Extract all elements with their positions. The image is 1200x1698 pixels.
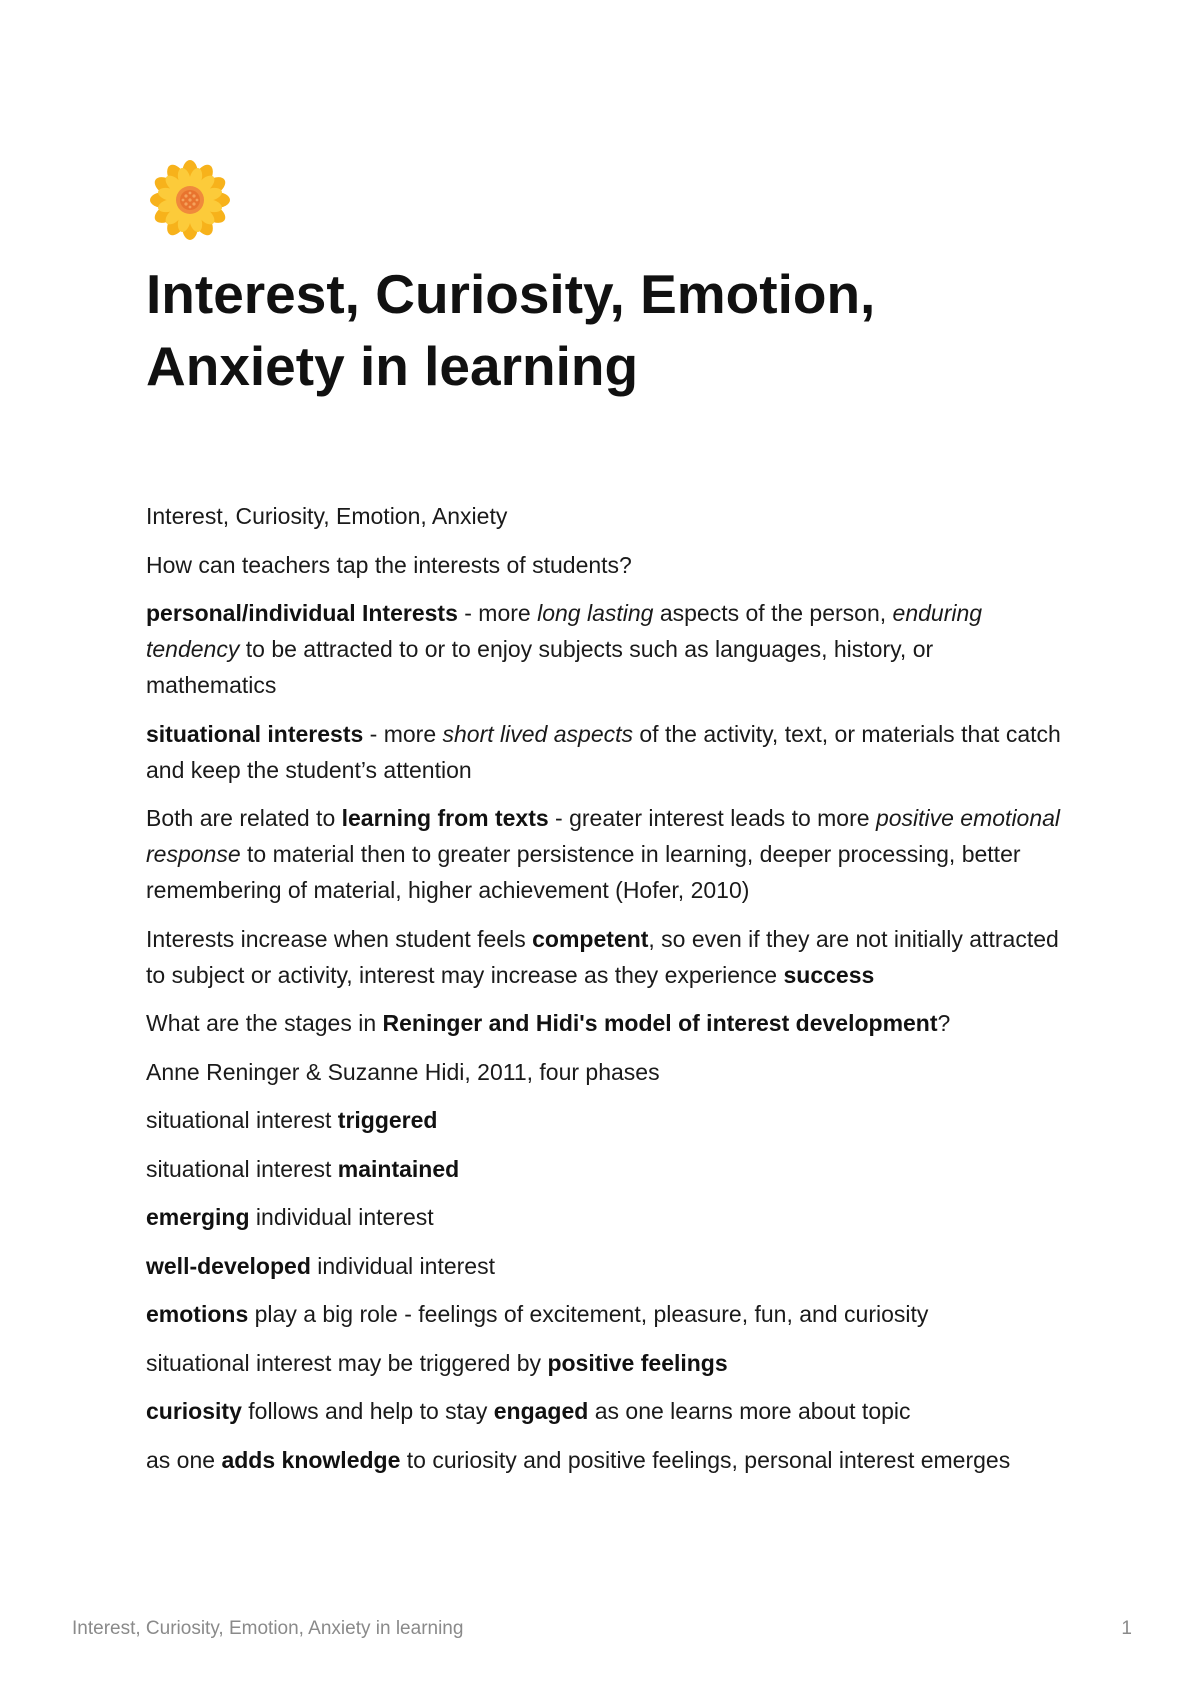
text-run: play a big role - feelings of excitement, pleasure, fun, and curiosity	[248, 1301, 929, 1327]
bold-text: well-developed	[146, 1252, 311, 1279]
text-run: ?	[937, 1010, 951, 1036]
bold-text: adds knowledge	[221, 1446, 401, 1473]
paragraph	[146, 547, 1066, 583]
italic-text: positive emotional response	[146, 805, 1061, 867]
paragraph	[146, 1151, 1066, 1187]
page-number: 1	[1121, 1618, 1132, 1639]
text-run: Anne Reninger & Suzanne Hidi, 2011, four phases	[146, 1058, 660, 1085]
bold-text: emotions	[146, 1301, 249, 1327]
paragraph	[146, 800, 1066, 908]
bold-text: positive feelings	[547, 1349, 728, 1376]
paragraph	[146, 1005, 1066, 1041]
text-run: - more	[363, 720, 443, 747]
text-run: to material then to greater persistence in learning, deeper processing, better remembering of material, higher achievement (Hofer, 2010)	[146, 841, 1021, 903]
text-run: What are the stages in	[146, 1010, 383, 1036]
text-run: follows and help to stay	[241, 1398, 494, 1424]
text-run: situational interest	[146, 1107, 338, 1133]
paragraph	[146, 1442, 1066, 1478]
bold-text: triggered	[337, 1107, 438, 1133]
text-run: to be attracted to or to enjoy subjects such as languages, history, or mathematics	[146, 636, 934, 698]
paragraph	[146, 1248, 1066, 1284]
document-body	[146, 498, 1066, 1490]
sunflower-icon	[148, 158, 232, 242]
bold-text: curiosity	[146, 1398, 242, 1424]
italic-text: long lasting	[537, 600, 654, 626]
bold-text: learning from texts	[341, 805, 549, 831]
bold-text: situational interests	[146, 720, 364, 747]
paragraph	[146, 921, 1066, 993]
text-run: individual interest	[249, 1204, 434, 1230]
paragraph	[146, 1393, 1066, 1429]
text-run: - greater interest leads to more	[548, 805, 876, 831]
paragraph	[146, 1345, 1066, 1381]
text-run: of the activity, text, or materials that catch and keep the student’s attention	[146, 720, 1061, 783]
text-run: to curiosity and positive feelings, personal interest emerges	[400, 1446, 1011, 1473]
text-run: How can teachers tap the interests of students?	[146, 551, 632, 578]
italic-text: short lived aspects	[442, 720, 633, 747]
bold-text: success	[783, 961, 875, 988]
text-run: Interests increase when student feels	[146, 925, 533, 952]
bold-text: Reninger and Hidi's model of interest development	[382, 1010, 938, 1036]
bold-text: personal/individual Interests	[146, 600, 458, 626]
text-run: aspects of the person,	[653, 600, 893, 626]
paragraph	[146, 498, 1066, 534]
paragraph	[146, 1199, 1066, 1235]
bold-text: engaged	[493, 1398, 589, 1424]
text-run: Interest, Curiosity, Emotion, Anxiety	[146, 503, 508, 529]
text-run: situational interest	[146, 1155, 338, 1182]
bold-text: competent	[532, 925, 649, 952]
text-run: as one learns more about topic	[588, 1398, 911, 1424]
text-run: - more	[457, 600, 538, 626]
italic-text: enduring tendency	[146, 600, 983, 662]
paragraph	[146, 716, 1066, 788]
footer-title: Interest, Curiosity, Emotion, Anxiety in learning	[72, 1618, 464, 1639]
text-run: Both are related to	[146, 805, 342, 831]
paragraph	[146, 1054, 1066, 1090]
paragraph	[146, 1296, 1066, 1332]
bold-text: emerging	[146, 1204, 250, 1230]
text-run: as one	[146, 1446, 222, 1473]
text-run: situational interest may be triggered by	[146, 1349, 548, 1376]
page-title: Interest, Curiosity, Emotion, Anxiety in learning	[146, 263, 876, 397]
bold-text: maintained	[337, 1155, 460, 1182]
text-run: individual interest	[310, 1252, 495, 1279]
text-run: , so even if they are not initially attracted to subject or activity, interest may increase as they experience	[146, 925, 1059, 988]
paragraph	[146, 595, 1066, 703]
paragraph	[146, 1102, 1066, 1138]
